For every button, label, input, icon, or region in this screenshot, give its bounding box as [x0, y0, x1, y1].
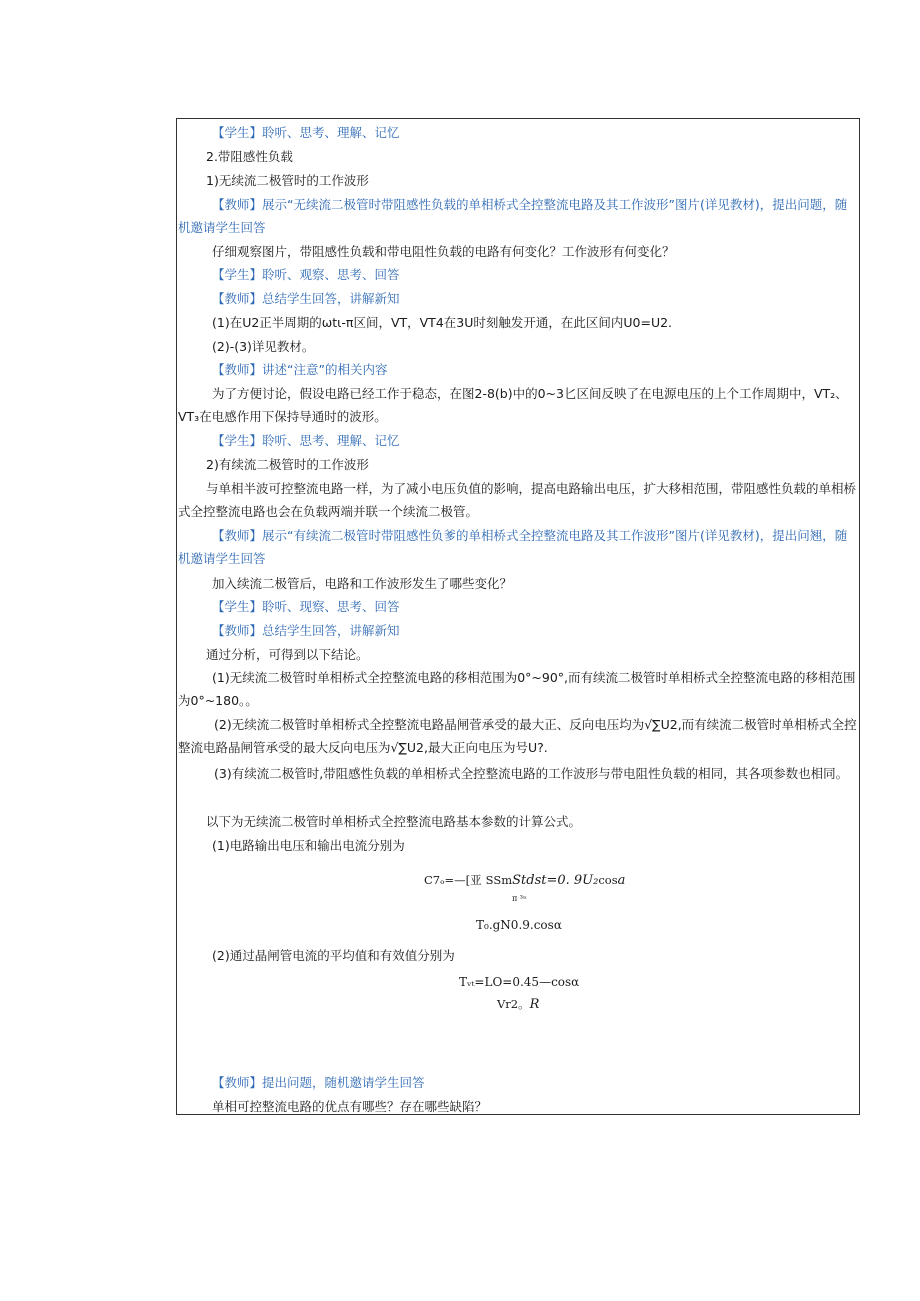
- section-heading: 2.带阻感性负载: [206, 149, 293, 164]
- formula-output-voltage: C7ₒ=—[亚 SSmStdst=0. 9U₂cosa: [424, 873, 626, 888]
- question-text: 单相可控整流电路的优点有哪些？存在哪些缺陷？: [212, 1099, 488, 1114]
- paragraph: 为了方便讨论，假设电路已经工作于稳态，在图2-8(b)中的0~3匕区间反映了在电源电压的上个工作周期中，VT₂、VT₃在电感作用下保持导通时的波形。: [178, 386, 848, 424]
- formula-output-current: T₀.gN0.9.cosα: [476, 918, 562, 932]
- paragraph: 通过分析，可得到以下结论。: [206, 647, 369, 662]
- teacher-activity: 【教师】展示“无续流二极管时带阻感性负载的单相桥式全控整流电路及其工作波形”图片(详见教材)，提出问题，随机邀请学生回答: [178, 197, 848, 235]
- formula-integral-limits: π ³ᵃ: [512, 894, 527, 903]
- question-text: 仔细观察图片，带阻感性负载和带电阻性负载的电路有何变化？工作波形有何变化？: [212, 244, 675, 259]
- formula-thyristor-average: Tᵥₜ=LO=0.45—cosα: [459, 975, 580, 989]
- student-activity: 【学生】聆听、现察、思考、回答: [212, 599, 400, 614]
- paragraph: (1)在U2正半周期的ωtι-π区间，VT，VT4在3U时刻触发开通，在此区间内U0=U2.: [212, 315, 673, 330]
- teacher-activity: 【教师】提出问题，随机邀请学生回答: [212, 1075, 425, 1090]
- teacher-activity: 【教师】展示“有续流二极管时带阻感性负爹的单相桥式全控整流电路及其工作波形”图片(详见教材)，提出问翘，随机邀请学生回答: [178, 528, 848, 566]
- conclusion-1: (1)无续流二极管时单相桥式全控整流电路的移相范围为0°~90°,而有续流二极管时单相桥式全控整流电路的移相范围为0°~180。。: [178, 670, 856, 708]
- teacher-activity: 【教师】总结学生回答，讲解新知: [212, 291, 400, 306]
- student-activity: 【学生】聆听、思考、理解、记忆: [212, 433, 400, 448]
- formula-thyristor-rms: Vr2。R: [497, 997, 540, 1012]
- student-activity: 【学生】聆听、思考、理解、记忆: [212, 125, 400, 140]
- teacher-activity: 【教师】讲述“注意”的相关内容: [212, 362, 388, 377]
- conclusion-3: (3)有续流二极管时,带阻感性负载的单相桥式全控整流电路的工作波形与带电阻性负载的相同，其各项参数也相同。: [214, 766, 849, 781]
- paragraph: (2)-(3)详见教材。: [212, 339, 315, 354]
- paragraph: 与单相半波可控整流电路一样，为了减小电压负值的影响，提高电路输出电压，扩大移相范围，带阻感性负载的单相桥式全控整流电路也会在负载两端并联一个续流二极管。: [178, 481, 857, 519]
- student-activity: 【学生】聆听、观察、思考、回答: [212, 267, 400, 282]
- formula-intro: (1)电路输出电压和输出电流分别为: [212, 838, 405, 853]
- subsection-heading: 2)有续流二极管时的工作波形: [206, 457, 369, 472]
- question-text: 加入续流二极管后，电路和工作波形发生了哪些变化？: [212, 576, 513, 591]
- formula-intro: (2)通过晶闸管电流的平均值和有效值分别为: [212, 948, 455, 963]
- conclusion-2: (2)无续流二极管时单相桥式全控整流电路晶闸菅承受的最大正、反向电压均为√∑U2,而有续流二极管时单相桥式全控整流电路晶闸管承受的最大反向电压为√∑U2,最大正向电压为号U?.: [178, 717, 857, 755]
- teacher-activity: 【教师】总结学生回答，讲解新知: [212, 623, 400, 638]
- paragraph: 以下为无续流二极管时单相桥式全控整流电路基本参数的计算公式。: [206, 814, 582, 829]
- subsection-heading: 1)无续流二极管时的工作波形: [206, 173, 369, 188]
